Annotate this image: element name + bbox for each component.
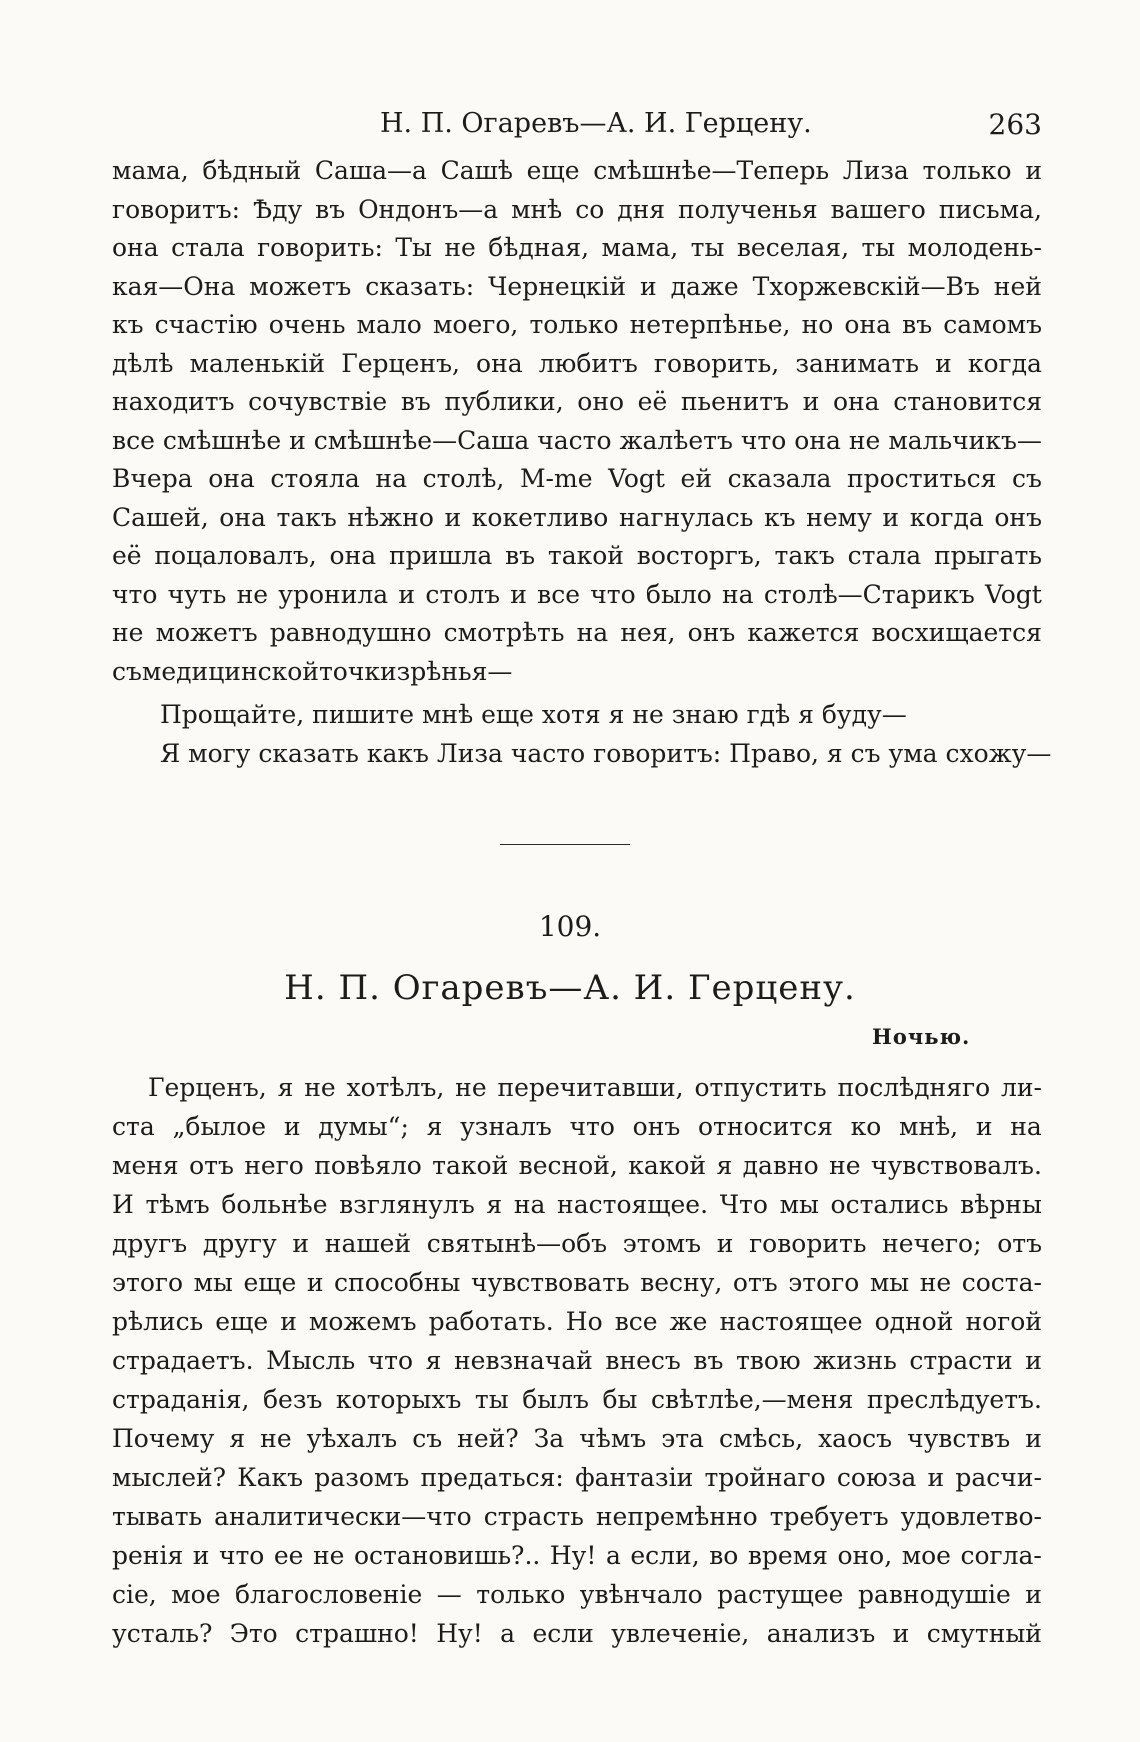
text-line: ста „былое и думы“; я узналъ что онъ относится ко мнѣ, и на [112,1112,1042,1141]
text-line: мама, бѣдный Саша—а Сашѣ еще смѣшнѣе—Теперь Лиза только и [112,156,1042,185]
continued-letter-text [112,152,1042,691]
text-line: страданія, безъ которыхъ ты былъ бы свѣтлѣе,—меня преслѣдуетъ. [112,1385,1042,1414]
text-line: она стала говорить: Ты не бѣдная, мама, ты веселая, ты молодень- [112,233,1042,262]
text-line: съ медицинской точки зрѣнья— [112,656,513,686]
text-line: страдаетъ. Мысль что я невзначай внесъ въ твою жизнь страсти и [112,1346,1042,1375]
letter-number: 109. [538,910,602,943]
running-title: Н. П. Огаревъ—А. И. Герцену. [380,108,812,139]
text-line: дѣлѣ маленькій Герценъ, она любитъ говорить, занимать и когда [112,348,1042,378]
text-line: этого мы еще и способны чувствовать весну, отъ этого мы не соста- [112,1268,1042,1297]
text-line: къ счастію очень мало моего, только нетерпѣнье, но она въ самомъ [112,310,1042,339]
text-line: другъ другу и нашей святынѣ—объ этомъ и говорить нечего; отъ [112,1229,1042,1258]
text-line: Сашей, она такъ нѣжно и кокетливо нагнулась къ нему и когда онъ [112,502,1042,532]
text-line: тывать аналитически—что страсть непремѣнно требуетъ удовлетво- [112,1502,1042,1531]
text-line: ренія и что ее не остановишь?.. Ну! а если, во время оно, мое согла- [112,1541,1042,1570]
text-line: говоритъ: Ѣду въ Ондонъ—а мнѣ со дня полученья вашего письма, [112,194,1042,224]
text-line: рѣлись еще и можемъ работать. Но все же настоящее одной ногой [112,1307,1042,1336]
text-line: что чуть не уронила и столъ и все что было на столѣ—Старикъ Vogt [112,579,1042,609]
text-line: меня отъ него повѣяло такой весной, какой я давно не чувствовалъ. [112,1151,1042,1180]
text-line: Почему я не уѣхалъ съ ней? За чѣмъ эта смѣсь, хаосъ чувствъ и [112,1424,1042,1453]
text-line: мыслей? Какъ разомъ предаться: фантазіи тройнаго союза и расчи- [112,1463,1042,1492]
letter-title: Н. П. Огаревъ—А. И. Герцену. [284,968,856,1008]
text-line: находитъ сочувствіе въ публики, оно её пьенитъ и она становится [112,387,1042,416]
page-number: 263 [988,108,1042,141]
letter-body [112,1068,1042,1653]
text-line: Прощайте, пишите мнѣ еще хотя я не знаю гдѣ я буду— [160,700,907,729]
text-line: усталь? Это страшно! Ну! а если увлеченіе, анализъ и смутный [112,1619,1042,1648]
letter-time: Ночью. [872,1024,971,1049]
running-header [112,108,1042,148]
section-divider [500,844,630,845]
text-line: Я могу сказать какъ Лиза часто говоритъ: Право, я съ ума схожу— [160,738,1052,768]
text-line: кая—Она можетъ сказать: Чернецкій и даже Тхоржевскій—Въ ней [112,271,1042,301]
text-line: не можетъ равнодушно смотрѣть на нея, онъ кажется восхищается [112,618,1042,647]
text-line: Герценъ, я не хотѣлъ, не перечитавши, отпустить послѣдняго ли- [148,1073,1042,1102]
text-line: Вчера она стояла на столѣ, M-me Vogt ей сказала проститься съ [112,464,1042,493]
text-line: её поцаловалъ, она пришла въ такой восторгъ, такъ стала прыгать [112,541,1042,570]
closing-lines [160,696,1052,773]
text-line: все смѣшнѣе и смѣшнѣе—Саша часто жалѣетъ что она не мальчикъ— [112,425,1042,455]
text-line: И тѣмъ больнѣе взглянулъ я на настоящее. Что мы остались вѣрны [112,1190,1042,1219]
text-line: сіе, мое благословеніе — только увѣнчало растущее равнодушіе и [112,1580,1042,1609]
